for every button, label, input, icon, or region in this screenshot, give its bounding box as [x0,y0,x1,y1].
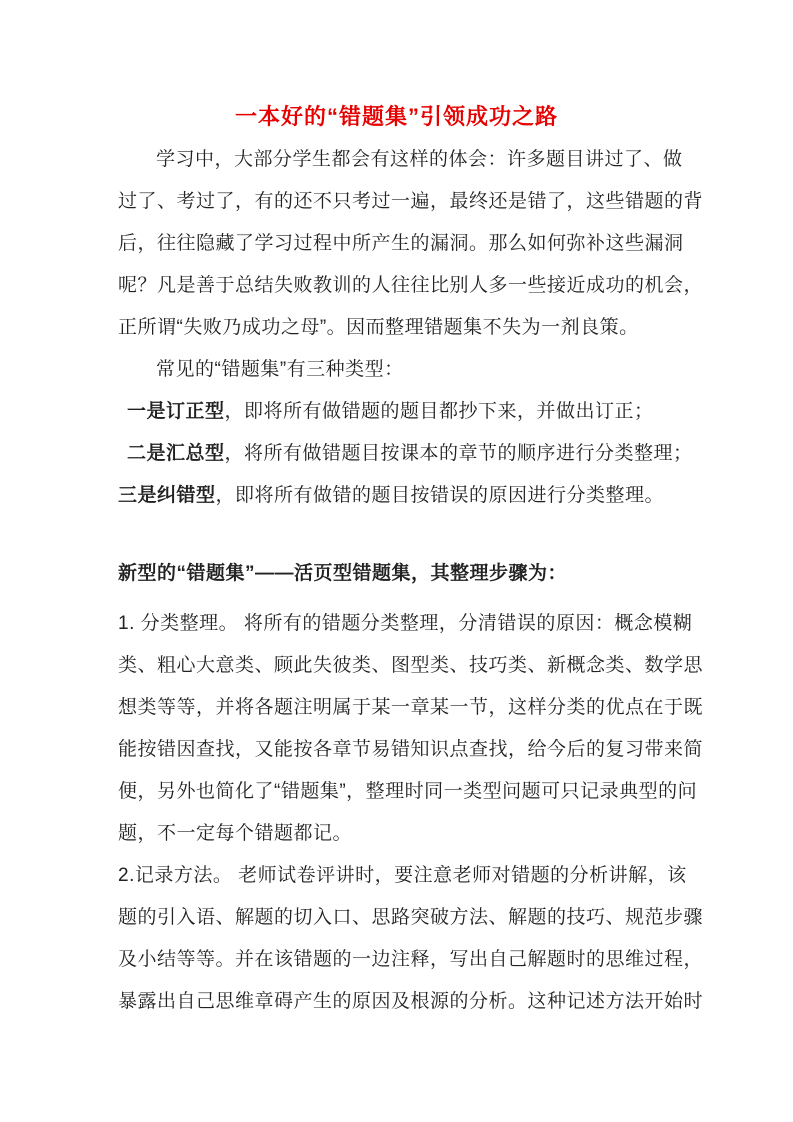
text-line: 便，另外也简化了“错题集”，整理时同一类型问题可只记录典型的问 [118,781,698,802]
text-line: 及小结等等。并在该错题的一边注释，写出自己解题时的思维过程， [118,949,704,970]
type-label: 二是汇总型 [127,443,225,464]
text-line: 后，往往隐藏了学习过程中所产生的漏洞。那么如何弥补这些漏洞 [118,233,684,254]
text-line: 过了、考过了，有的还不只考过一遍，最终还是错了，这些错题的背 [118,191,704,212]
text-line: 题，不一定每个错题都记。 [118,823,353,844]
text-line: 类、粗心大意类、顾此失彼类、图型类、技巧类、新概念类、数学思 [118,655,704,676]
type-description: ，将所有做错题目按课本的章节的顺序进行分类整理； [224,443,693,464]
type-description: ，即将所有做错题的题目都抄下来，并做出订正； [224,401,654,422]
types-intro-line: 常见的“错题集”有三种类型： [156,359,404,380]
text-line: 呢？凡是善于总结失败教训的人往往比别人多一些接近成功的机会， [118,275,704,296]
text-line: 学习中，大部分学生都会有这样的体会：许多题目讲过了、做 [156,149,683,170]
document-title: 一本好的“错题集”引领成功之路 [234,104,558,129]
text-line: 1. 分类整理。 将所有的错题分类整理，分清错误的原因：概念模糊 [118,613,693,634]
type-item-error-fix [118,475,713,517]
text-line: 暴露出自己思维章碍产生的原因及根源的分析。这种记述方法开始时 [118,991,704,1012]
type-description: ，即将所有做错的题目按错误的原因进行分类整理。 [215,485,665,506]
text-line: 想类等等，并将各题注明属于某一章某一节，这样分类的优点在于既 [118,697,704,718]
text-line: 题的引入语、解题的切入口、思路突破方法、解题的技巧、规范步骤 [118,907,704,928]
type-label: 一是订正型 [127,401,225,422]
text-line: 正所谓“失败乃成功之母”。因而整理错题集不失为一剂良策。 [118,317,639,338]
text-line: 2.记录方法。 老师试卷评讲时，要注意老师对错题的分析讲解，该 [118,865,687,886]
text-line: 能按错因查找，又能按各章节易错知识点查找，给今后的复习带来简 [118,739,704,760]
new-type-heading: 新型的“错题集”——活页型错题集，其整理步骤为： [118,563,568,584]
type-item-summary [118,433,713,475]
type-label: 三是纠错型 [118,485,216,506]
type-item-correction [118,391,713,433]
